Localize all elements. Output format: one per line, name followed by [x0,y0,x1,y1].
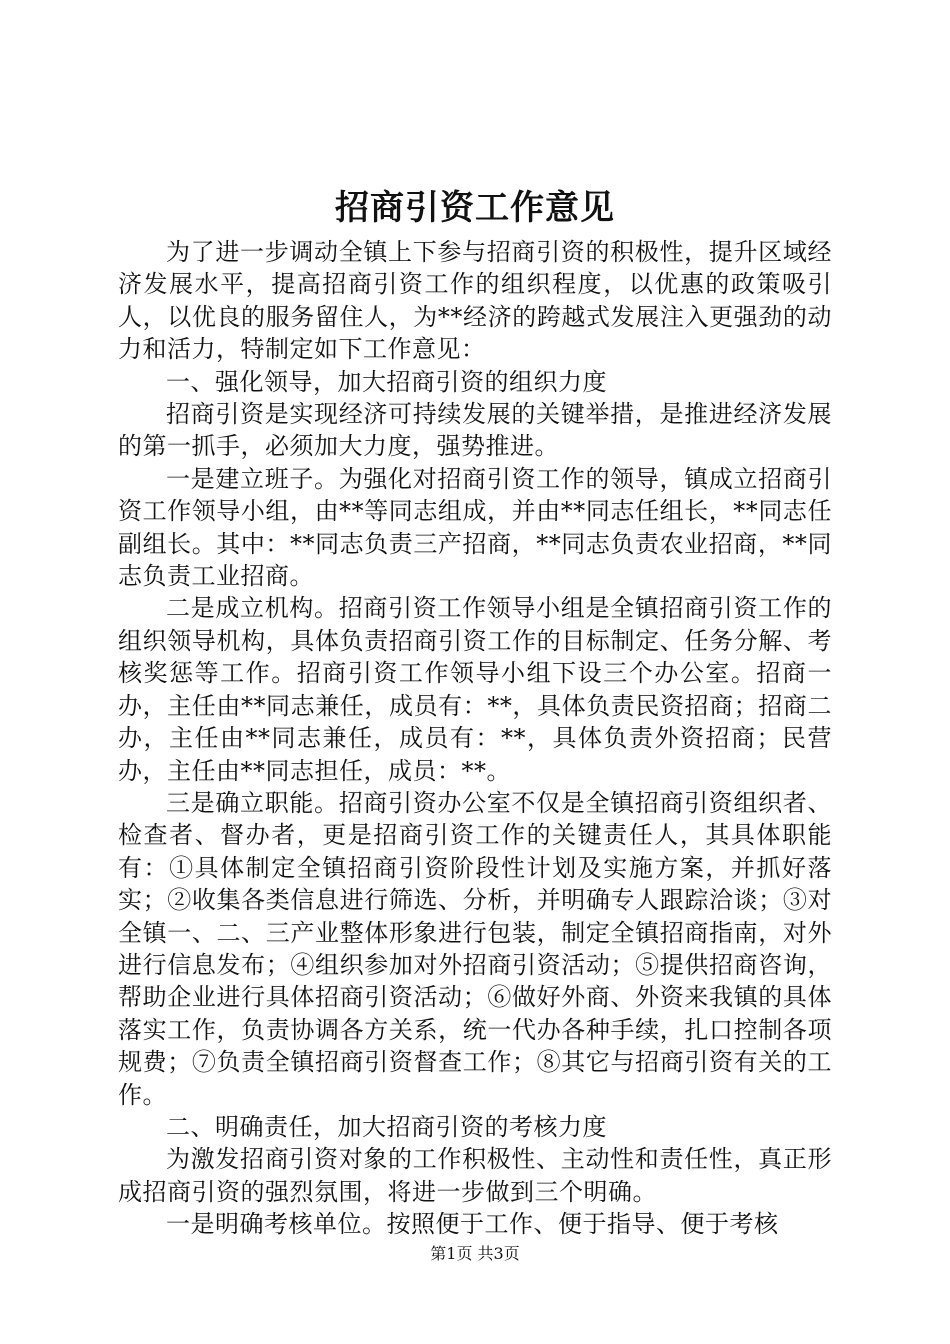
paragraph-intro: 为了进一步调动全镇上下参与招商引资的积极性，提升区域经济发展水平，提高招商引资工作的组织程度，以优惠的政策吸引人，以优良的服务留住人，为**经济的跨越式发展注入更强劲的动力和活力，特制定如下工作意见： [118,238,832,364]
paragraph: 二是成立机构。招商引资工作领导小组是全镇招商引资工作的组织领导机构，具体负责招商引资工作的目标制定、任务分解、考核奖惩等工作。招商引资工作领导小组下设三个办公室。招商一办，主任由**同志兼任，成员有：**，具体负责民资招商；招商二办，主任由**同志兼任，成员有：**，具体负责外资招商；民营办，主任由**同志担任，成员：**。 [118,594,832,785]
document-body [118,236,832,1241]
document-title: 招商引资工作意见 [335,188,615,228]
section-heading-2: 二、明确责任，加大招商引资的考核力度 [166,1112,607,1141]
paragraph: 一是明确考核单位。按照便于工作、便于指导、便于考核 [166,1210,779,1239]
section-heading-1: 一、强化领导，加大招商引资的组织力度 [166,367,607,396]
paragraph: 三是确立职能。招商引资办公室不仅是全镇招商引资组织者、检查者、督办者，更是招商引资工作的关键责任人，其具体职能有：①具体制定全镇招商引资阶段性计划及实施方案，并抓好落实；②收集各类信息进行筛选、分析，并明确专人跟踪洽谈；③对全镇一、二、三产业整体形象进行包装，制定全镇招商指南，对外进行信息发布；④组织参加对外招商引资活动；⑤提供招商咨询，帮助企业进行具体招商引资活动；⑥做好外商、外资来我镇的具体落实工作，负责协调各方关系，统一代办各种手续，扎口控制各项规费；⑦负责全镇招商引资督查工作；⑧其它与招商引资有关的工作。 [118,788,832,1109]
paragraph: 为激发招商引资对象的工作积极性、主动性和责任性，真正形成招商引资的强烈氛围，将进一步做到三个明确。 [118,1145,832,1206]
paragraph: 一是建立班子。为强化对招商引资工作的领导，镇成立招商引资工作领导小组，由**等同志组成，并由**同志任组长，**同志任副组长。其中：**同志负责三产招商，**同志负责农业招商，**同志负责工业招商。 [118,464,832,591]
paragraph: 招商引资是实现经济可持续发展的关键举措，是推进经济发展的第一抓手，必须加大力度，强势推进。 [118,400,832,461]
page-footer: 第1页 共3页 [430,1244,520,1263]
